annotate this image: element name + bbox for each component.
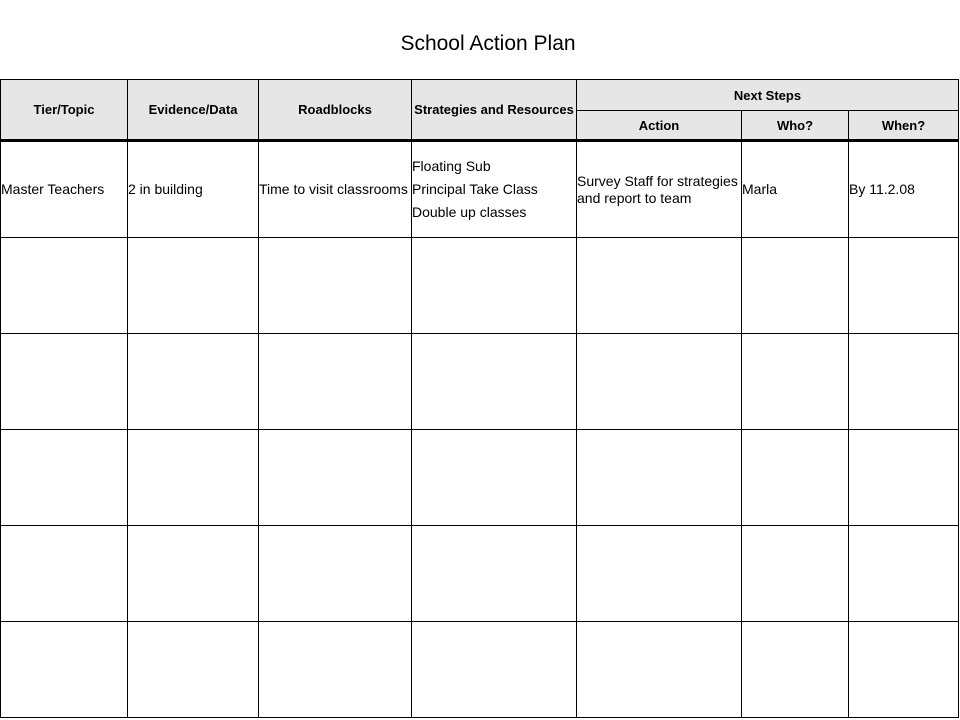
header-who: Who? bbox=[742, 111, 849, 141]
empty-cell[interactable] bbox=[742, 526, 849, 622]
empty-cell[interactable] bbox=[577, 334, 742, 430]
table-row bbox=[1, 238, 959, 334]
empty-cell[interactable] bbox=[577, 430, 742, 526]
header-when: When? bbox=[849, 111, 959, 141]
empty-cell[interactable] bbox=[849, 622, 959, 718]
empty-cell[interactable] bbox=[412, 238, 577, 334]
header-strategies-resources: Strategies and Resources bbox=[412, 80, 577, 141]
empty-cell[interactable] bbox=[259, 238, 412, 334]
empty-cell[interactable] bbox=[128, 238, 259, 334]
empty-cell[interactable] bbox=[1, 334, 128, 430]
header-action: Action bbox=[577, 111, 742, 141]
empty-cell[interactable] bbox=[128, 334, 259, 430]
empty-cell[interactable] bbox=[412, 622, 577, 718]
strategy-item: Floating Sub bbox=[412, 158, 491, 174]
table-row bbox=[1, 430, 959, 526]
empty-cell[interactable] bbox=[259, 526, 412, 622]
empty-cell[interactable] bbox=[259, 430, 412, 526]
cell-who[interactable]: Marla bbox=[742, 141, 849, 238]
empty-cell[interactable] bbox=[577, 622, 742, 718]
empty-cell[interactable] bbox=[259, 622, 412, 718]
header-next-steps: Next Steps bbox=[577, 80, 959, 111]
empty-cell[interactable] bbox=[849, 334, 959, 430]
cell-strategies-resources[interactable] bbox=[412, 141, 577, 238]
table-row bbox=[1, 622, 959, 718]
cell-action[interactable]: Survey Staff for strategies and report to team bbox=[577, 141, 742, 238]
empty-cell[interactable] bbox=[742, 334, 849, 430]
empty-cell[interactable] bbox=[1, 238, 128, 334]
empty-cell[interactable] bbox=[1, 622, 128, 718]
strategy-item: Principal Take Class bbox=[412, 181, 538, 197]
empty-cell[interactable] bbox=[742, 430, 849, 526]
empty-cell[interactable] bbox=[742, 238, 849, 334]
empty-cell[interactable] bbox=[412, 526, 577, 622]
empty-cell[interactable] bbox=[128, 622, 259, 718]
header-tier-topic: Tier/Topic bbox=[1, 80, 128, 141]
cell-roadblocks[interactable]: Time to visit classrooms bbox=[259, 141, 412, 238]
cell-tier-topic[interactable]: Master Teachers bbox=[1, 141, 128, 238]
empty-cell[interactable] bbox=[849, 238, 959, 334]
empty-cell[interactable] bbox=[1, 526, 128, 622]
table-row bbox=[1, 526, 959, 622]
strategy-item: Double up classes bbox=[412, 204, 527, 220]
page-title: School Action Plan bbox=[400, 32, 576, 55]
cell-when[interactable]: By 11.2.08 bbox=[849, 141, 959, 238]
empty-cell[interactable] bbox=[577, 526, 742, 622]
cell-evidence-data[interactable]: 2 in building bbox=[128, 141, 259, 238]
empty-cell[interactable] bbox=[849, 430, 959, 526]
empty-cell[interactable] bbox=[259, 334, 412, 430]
empty-cell[interactable] bbox=[577, 238, 742, 334]
table-row bbox=[1, 141, 959, 238]
header-roadblocks: Roadblocks bbox=[259, 80, 412, 141]
empty-cell[interactable] bbox=[128, 526, 259, 622]
table-row bbox=[1, 334, 959, 430]
empty-cell[interactable] bbox=[128, 430, 259, 526]
empty-cell[interactable] bbox=[1, 430, 128, 526]
empty-cell[interactable] bbox=[849, 526, 959, 622]
header-evidence-data: Evidence/Data bbox=[128, 80, 259, 141]
action-plan-table bbox=[0, 79, 959, 718]
empty-cell[interactable] bbox=[412, 430, 577, 526]
empty-cell[interactable] bbox=[742, 622, 849, 718]
empty-cell[interactable] bbox=[412, 334, 577, 430]
